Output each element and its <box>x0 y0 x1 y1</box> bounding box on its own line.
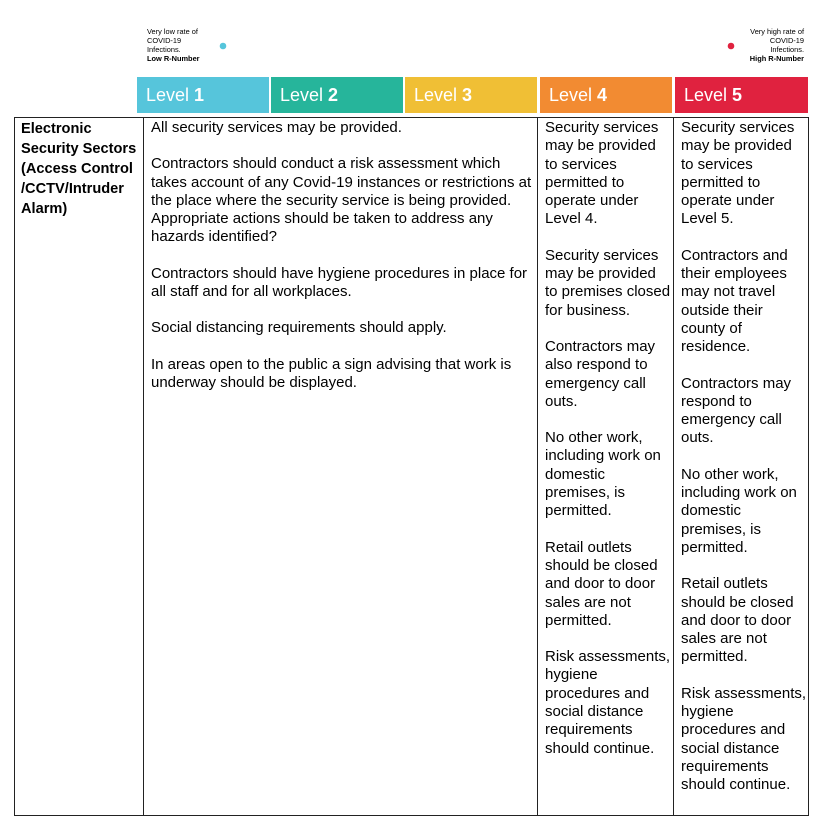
guidance-paragraph: Risk assessments, hygiene procedures and social distance requirements should continue. <box>681 684 807 794</box>
level-4-number: 4 <box>597 84 608 105</box>
level-2-header <box>271 77 403 113</box>
guidance-paragraph: Security services may be provided to premises closed for business. <box>545 246 671 319</box>
r-number-scale-line <box>0 0 824 60</box>
level-1-number: 1 <box>194 84 205 105</box>
high-r-number-label: High R-Number <box>749 54 804 63</box>
guidance-paragraph: No other work, including work on domestic premises, is permitted. <box>545 429 661 520</box>
guidance-table <box>14 117 809 816</box>
guidance-paragraph: Retail outlets should be closed and door to door sales are not permitted. <box>545 538 658 629</box>
low-rate-line-3: Infections. <box>147 45 181 54</box>
level-4-header <box>540 77 672 113</box>
column-divider <box>143 118 144 815</box>
high-rate-label <box>750 27 804 63</box>
guidance-paragraph: All security services may be provided. <box>151 119 402 136</box>
level-5-number: 5 <box>732 84 743 105</box>
high-rate-line-1: Very high rate of <box>750 27 804 36</box>
scale-start-dot <box>220 43 227 50</box>
high-rate-line-2: COVID-19 <box>769 36 804 45</box>
guidance-paragraph: Contractors should conduct a risk assessment which takes account of any Covid-19 instances or restrictions at the place where the security service is being provided. Appropriate actions should be taken to address any hazards identified? <box>151 155 532 246</box>
level-1-header <box>137 77 269 113</box>
level-4-guidance <box>545 119 671 776</box>
levels-1-3-guidance <box>151 119 535 410</box>
sector-name: Electronic Security Sectors (Access Control /CCTV/Intruder Alarm) <box>21 121 137 217</box>
column-divider <box>537 118 538 815</box>
guidance-paragraph: Retail outlets should be closed and door to door sales are not permitted. <box>681 575 794 666</box>
guidance-paragraph: No other work, including work on domestic premises, is permitted. <box>681 465 797 556</box>
scale-end-dot <box>728 43 735 50</box>
low-rate-line-1: Very low rate of <box>147 27 198 36</box>
level-2-number: 2 <box>328 84 339 105</box>
guidance-paragraph: Contractors may respond to emergency call outs. <box>681 374 792 447</box>
guidance-paragraph: Social distancing requirements should apply. <box>151 319 447 337</box>
guidance-paragraph: Security services may be provided to services permitted to operate under Level 4. <box>545 119 659 228</box>
level-5-word: Level <box>684 84 728 105</box>
level-3-word: Level <box>414 84 458 105</box>
low-r-number-label: Low R-Number <box>147 54 200 63</box>
low-rate-line-2: COVID-19 <box>147 36 182 45</box>
column-divider <box>673 118 674 815</box>
level-5-header <box>675 77 808 113</box>
guidance-paragraph: Contractors should have hygiene procedures in place for all staff and for all workplaces. <box>151 264 528 301</box>
guidance-paragraph: Contractors and their employees may not travel outside their county of residence. <box>681 246 788 356</box>
high-rate-line-3: Infections. <box>770 45 804 54</box>
level-2-word: Level <box>280 84 324 105</box>
level-5-guidance <box>681 119 807 813</box>
level-header-bar <box>137 77 808 113</box>
level-4-word: Level <box>549 84 593 105</box>
guidance-paragraph: In areas open to the public a sign advising that work is underway should be displayed. <box>151 355 512 391</box>
level-3-header <box>405 77 537 113</box>
guidance-paragraph: Contractors may also respond to emergency call outs. <box>545 337 656 410</box>
guidance-paragraph: Risk assessments, hygiene procedures and social distance requirements should continue. <box>545 648 671 757</box>
guidance-paragraph: Security services may be provided to services permitted to operate under Level 5. <box>681 119 795 228</box>
level-1-word: Level <box>146 84 190 105</box>
level-3-number: 3 <box>462 84 473 105</box>
